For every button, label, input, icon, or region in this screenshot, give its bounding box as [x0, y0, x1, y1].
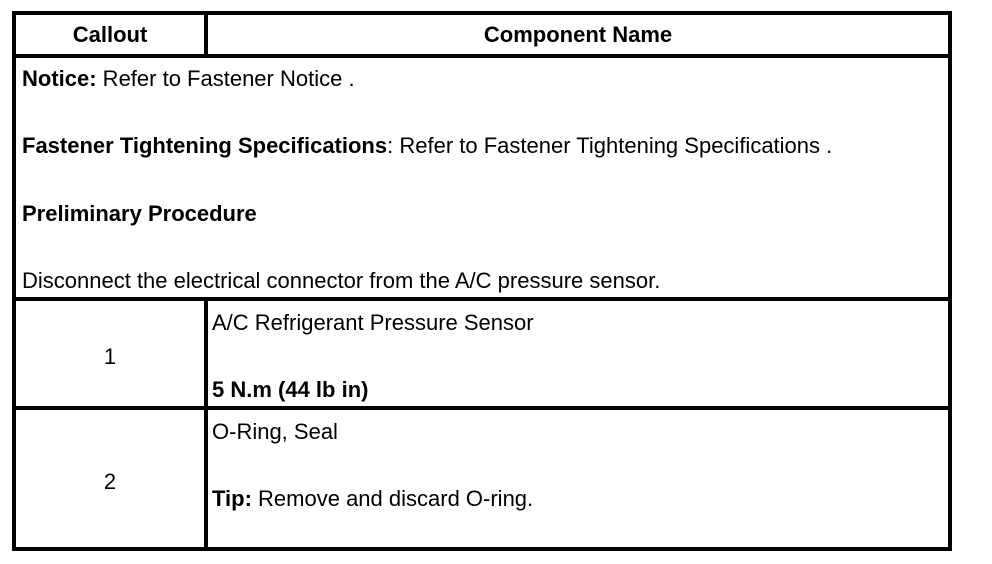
notice-line: [22, 66, 355, 92]
fastener-specs-text: Refer to Fastener Tightening Specifications .: [393, 133, 833, 158]
notice-text: Refer to Fastener Notice .: [96, 66, 355, 91]
row-1-callout: 1: [103, 344, 117, 369]
rows-column-divider: [204, 297, 208, 547]
row-1-torque-spec: 5 N.m (44 lb in): [212, 377, 369, 402]
row-2-tip-label: Tip:: [212, 486, 252, 511]
fastener-specs-label: Fastener Tightening Specifications: [22, 133, 388, 158]
component-table: [12, 11, 952, 551]
row-2-tip-line: [212, 486, 533, 512]
header-divider: [16, 54, 948, 58]
fastener-specs-colon: :: [387, 133, 394, 158]
notice-label: Notice:: [22, 66, 97, 91]
notes-divider: [16, 297, 948, 301]
fastener-specs-line: [22, 133, 832, 159]
row-2-tip-text: Remove and discard O-ring.: [251, 486, 534, 511]
preliminary-procedure-step: Disconnect the electrical connector from the A/C pressure sensor.: [22, 268, 661, 293]
row-2-callout: 2: [103, 469, 117, 494]
header-callout: Callout: [72, 22, 148, 47]
row-divider: [16, 406, 948, 410]
preliminary-procedure-heading: Preliminary Procedure: [22, 201, 257, 226]
row-1-component: A/C Refrigerant Pressure Sensor: [212, 310, 534, 335]
row-2-component: O-Ring, Seal: [212, 419, 338, 444]
header-component-name: Component Name: [483, 22, 673, 47]
